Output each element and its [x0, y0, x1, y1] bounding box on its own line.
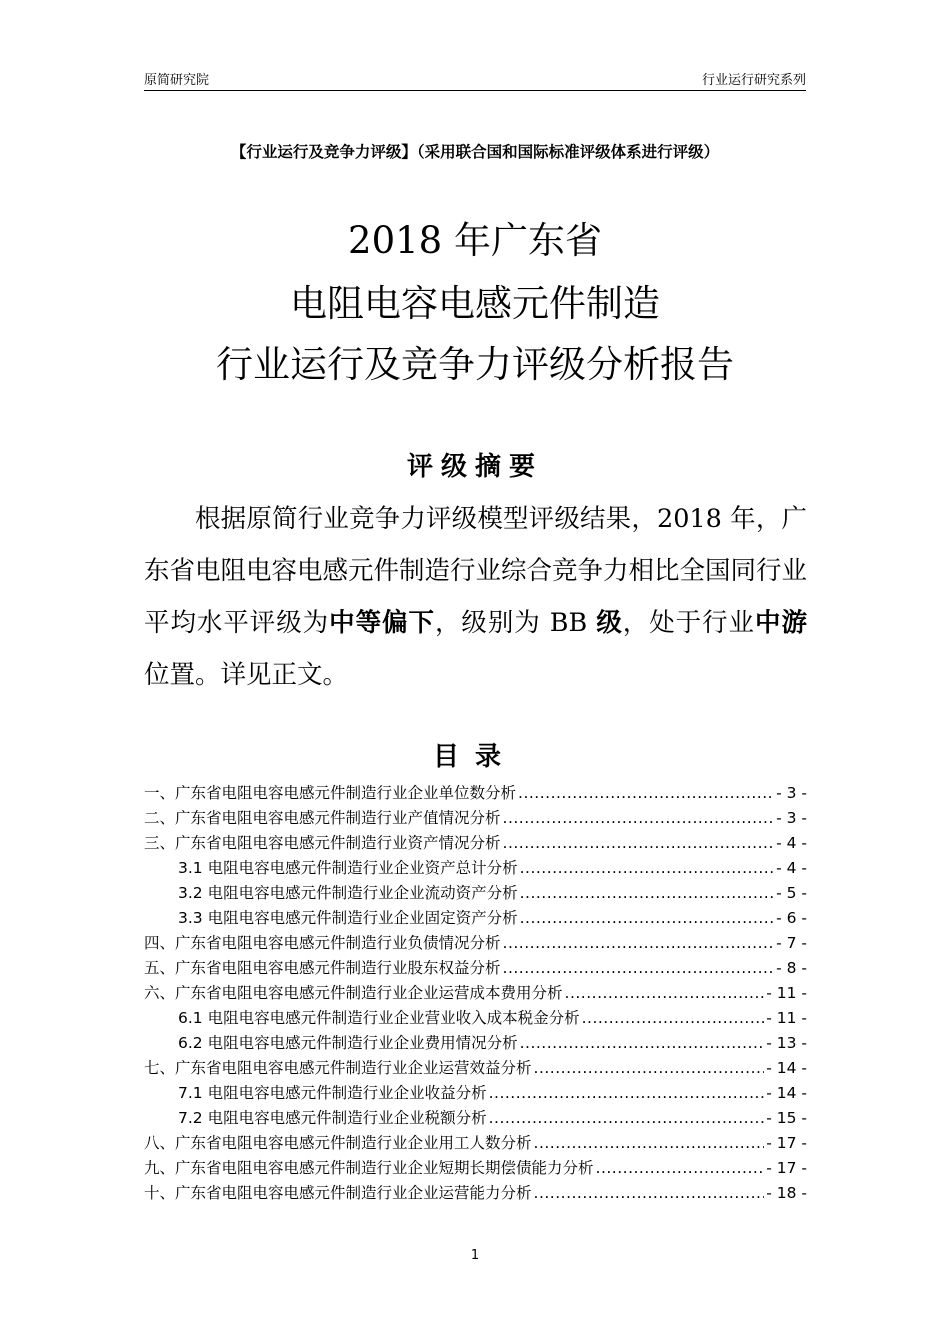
toc-entry-page: - 4 - [776, 834, 807, 852]
toc-entry-label: 二、广东省电阻电容电感元件制造行业产值情况分析 [144, 809, 501, 827]
header-org: 原简研究院 [144, 73, 210, 88]
toc-leader-dots [503, 956, 775, 981]
toc-entry-page: - 13 - [766, 1034, 807, 1052]
summary-rating-level: 中等偏下 [329, 608, 435, 638]
toc-leader-dots [534, 1181, 765, 1206]
page-number: 1 [470, 1248, 480, 1263]
toc-entry[interactable] [144, 931, 807, 956]
summary-grade-suffix: 级 [596, 608, 623, 638]
toc-entry[interactable] [144, 906, 807, 931]
toc-entry[interactable] [144, 1031, 807, 1056]
summary-text-3: ，处于行业 [622, 608, 755, 638]
toc-leader-dots [489, 1081, 765, 1106]
toc-entry-page: - 4 - [776, 859, 807, 877]
toc-entry[interactable] [144, 781, 807, 806]
toc-entry-page: - 6 - [776, 909, 807, 927]
toc-entry-label: 一、广东省电阻电容电感元件制造行业企业单位数分析 [144, 784, 517, 802]
toc-entry-page: - 5 - [776, 884, 807, 902]
toc-entry-page: - 15 - [766, 1109, 807, 1127]
summary-text-4: 位置。详见正文。 [144, 660, 349, 690]
toc-entry-page: - 14 - [766, 1084, 807, 1102]
toc-entry-page: - 11 - [766, 984, 807, 1002]
toc-entry-page: - 17 - [766, 1134, 807, 1152]
toc-entry-page: - 17 - [766, 1159, 807, 1177]
toc-entry-page: - 8 - [776, 959, 807, 977]
toc-entry[interactable] [144, 1056, 807, 1081]
title-line-3: 行业运行及竞争力评级分析报告 [216, 343, 734, 386]
toc-leader-dots [503, 831, 775, 856]
toc-entry-label: 四、广东省电阻电容电感元件制造行业负债情况分析 [144, 934, 501, 952]
toc-entry[interactable] [144, 1156, 807, 1181]
toc-entry-label: 七、广东省电阻电容电感元件制造行业企业运营效益分析 [144, 1059, 532, 1077]
toc-leader-dots [503, 806, 775, 831]
toc-leader-dots [518, 781, 774, 806]
toc-entry-label: 7.1 电阻电容电感元件制造行业企业收益分析 [178, 1084, 487, 1102]
summary-heading: 评级摘要 [406, 452, 543, 482]
summary-text-2: ，级别为 BB [434, 608, 597, 638]
toc-entry[interactable] [144, 881, 807, 906]
toc-entry[interactable] [144, 1106, 807, 1131]
toc-leader-dots [520, 856, 775, 881]
summary-paragraph [144, 493, 807, 701]
toc-leader-dots [565, 981, 765, 1006]
table-of-contents [144, 781, 807, 1206]
toc-entry-page: - 18 - [766, 1184, 807, 1202]
toc-entry-label: 六、广东省电阻电容电感元件制造行业企业运营成本费用分析 [144, 984, 563, 1002]
toc-entry-label: 3.3 电阻电容电感元件制造行业企业固定资产分析 [178, 909, 518, 927]
toc-entry-label: 五、广东省电阻电容电感元件制造行业股东权益分析 [144, 959, 501, 977]
toc-entry[interactable] [144, 1181, 807, 1206]
toc-entry-label: 7.2 电阻电容电感元件制造行业企业税额分析 [178, 1109, 487, 1127]
title-line-1: 2018 年广东省 [348, 219, 602, 262]
toc-heading: 目录 [432, 742, 517, 772]
toc-entry[interactable] [144, 856, 807, 881]
toc-entry-page: - 14 - [766, 1059, 807, 1077]
rating-badge-line: 【行业运行及竞争力评级】（采用联合国和国际标准评级体系进行评级） [230, 143, 720, 161]
toc-leader-dots [534, 1131, 765, 1156]
toc-entry-label: 八、广东省电阻电容电感元件制造行业企业用工人数分析 [144, 1134, 532, 1152]
summary-text-1: 根据原简行业竞争力评级模型评级结果，2018 年，广东省电阻电容电感元件制造行业综合竞争力相比全国同行业平均水平评级为 [144, 504, 808, 638]
toc-leader-dots [534, 1056, 765, 1081]
toc-entry-label: 6.2 电阻电容电感元件制造行业企业费用情况分析 [178, 1034, 518, 1052]
toc-leader-dots [489, 1106, 765, 1131]
toc-entry-label: 6.1 电阻电容电感元件制造行业企业营业收入成本税金分析 [178, 1009, 580, 1027]
toc-leader-dots [582, 1006, 765, 1031]
summary-position: 中游 [755, 608, 807, 638]
toc-entry[interactable] [144, 981, 807, 1006]
toc-entry-label: 十、广东省电阻电容电感元件制造行业企业运营能力分析 [144, 1184, 532, 1202]
toc-leader-dots [520, 881, 775, 906]
toc-entry-page: - 3 - [776, 809, 807, 827]
toc-entry-page: - 11 - [766, 1009, 807, 1027]
header-series: 行业运行研究系列 [701, 73, 806, 88]
toc-entry[interactable] [144, 956, 807, 981]
toc-leader-dots [520, 906, 775, 931]
toc-entry-page: - 3 - [776, 784, 807, 802]
toc-entry[interactable] [144, 1131, 807, 1156]
page-header [144, 66, 806, 91]
toc-entry[interactable] [144, 806, 807, 831]
toc-entry[interactable] [144, 1081, 807, 1106]
toc-entry[interactable] [144, 831, 807, 856]
title-line-2: 电阻电容电感元件制造 [290, 282, 660, 325]
toc-leader-dots [520, 1031, 765, 1056]
toc-leader-dots [503, 931, 775, 956]
toc-entry-label: 九、广东省电阻电容电感元件制造行业企业短期长期偿债能力分析 [144, 1159, 594, 1177]
toc-entry-label: 3.1 电阻电容电感元件制造行业企业资产总计分析 [178, 859, 518, 877]
toc-entry-label: 3.2 电阻电容电感元件制造行业企业流动资产分析 [178, 884, 518, 902]
toc-entry-label: 三、广东省电阻电容电感元件制造行业资产情况分析 [144, 834, 501, 852]
toc-entry-page: - 7 - [776, 934, 807, 952]
toc-leader-dots [596, 1156, 765, 1181]
toc-entry[interactable] [144, 1006, 807, 1031]
